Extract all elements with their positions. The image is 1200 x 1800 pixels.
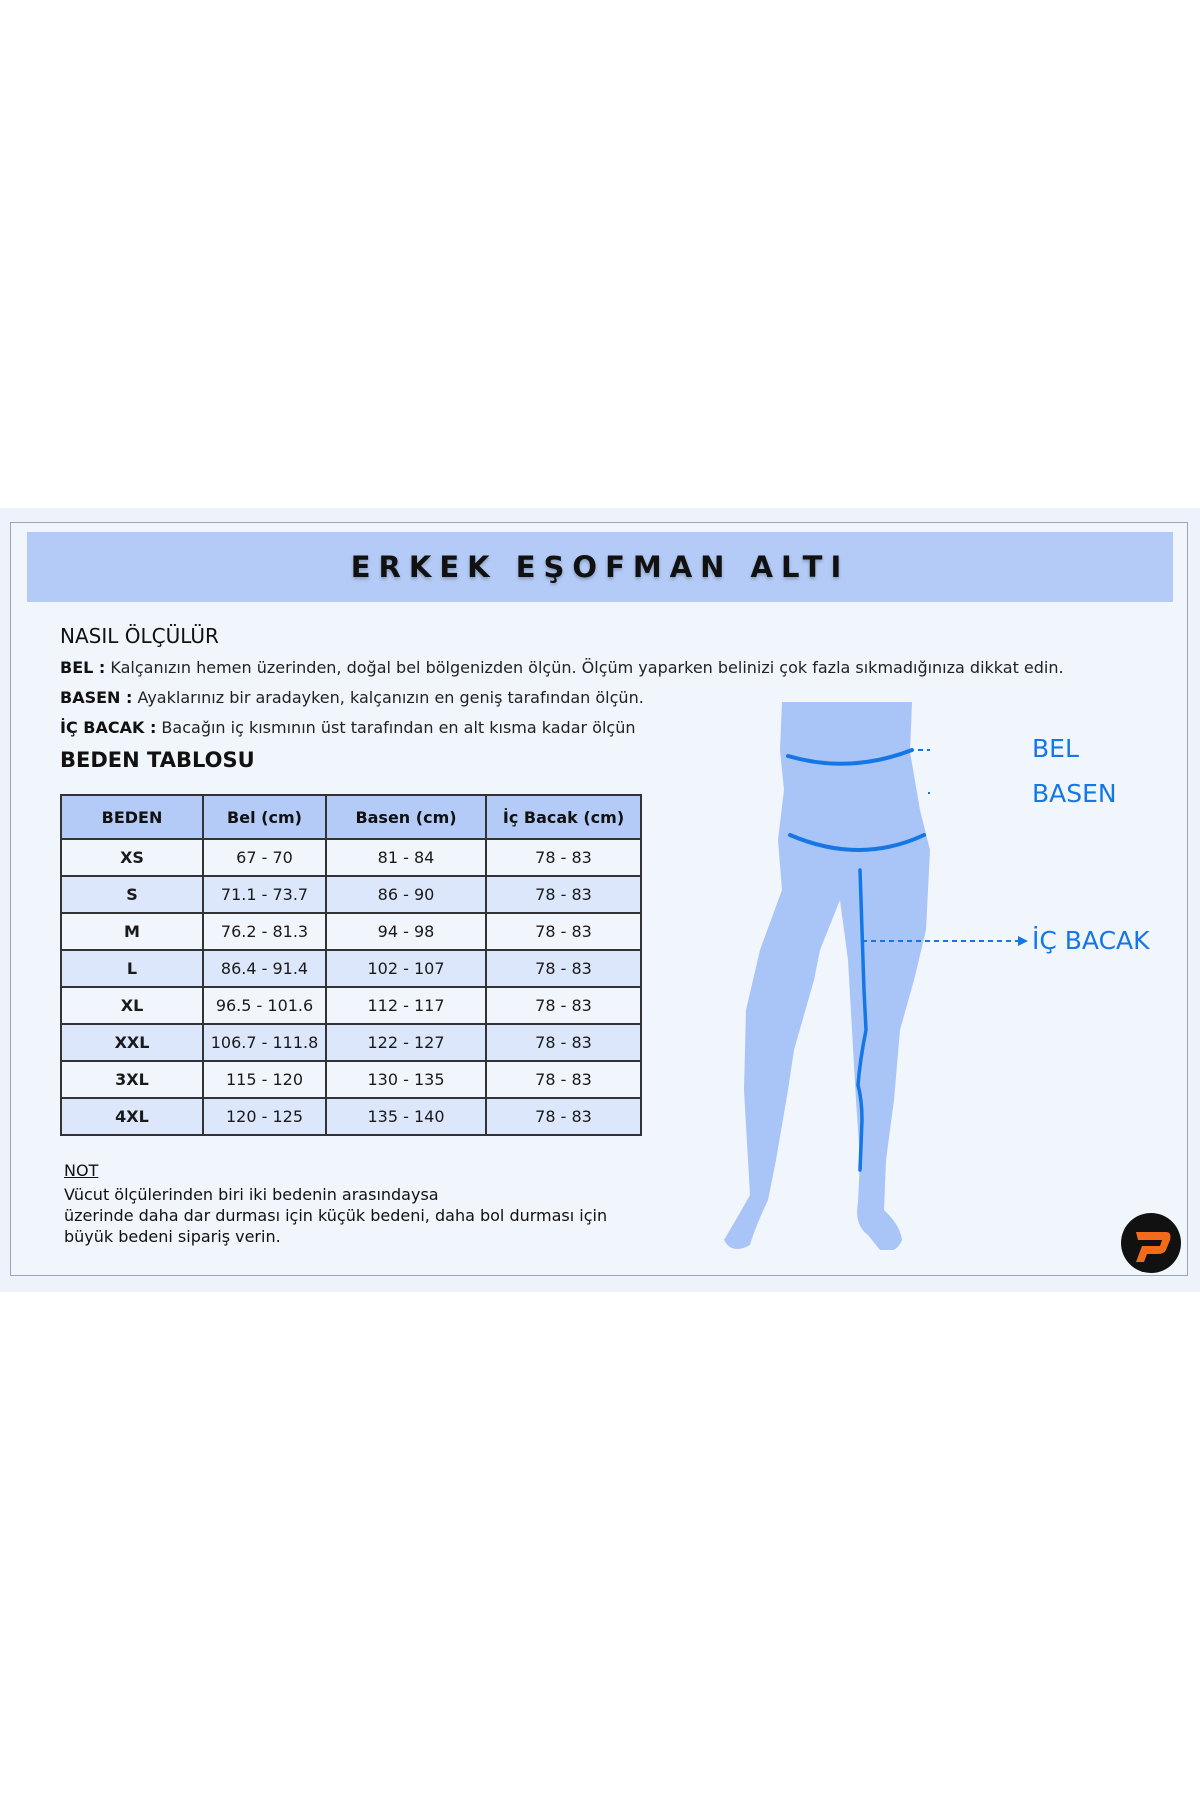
waist-text: Kalçanızın hemen üzerinden, doğal bel bölgenizden ölçün. Ölçüm yaparken belinizi çok fazla sıkmadığınıza dikkat edin. [105,658,1064,677]
table-header-row [61,795,641,839]
title-banner [27,532,1173,602]
waist-term: BEL : [60,658,106,677]
inseam-cell: 78 - 83 [486,1098,641,1135]
page-title: ERKEK EŞOFMAN ALTI [350,550,850,584]
hip-cell: 102 - 107 [326,950,486,987]
inseam-cell: 78 - 83 [486,876,641,913]
size-cell: XXL [61,1024,203,1061]
hip-cell: 122 - 127 [326,1024,486,1061]
inseam-cell: 78 - 83 [486,987,641,1024]
size-cell: 4XL [61,1098,203,1135]
hip-term: BASEN : [60,688,133,707]
hip-cell: 135 - 140 [326,1098,486,1135]
inseam-cell: 78 - 83 [486,950,641,987]
table-row [61,1061,641,1098]
note-line: üzerinde daha dar durması için küçük bedeni, daha bol durması için [64,1206,608,1225]
table-row [61,987,641,1024]
waist-cell: 120 - 125 [203,1098,326,1135]
column-header: İç Bacak (cm) [486,795,641,839]
size-cell: XL [61,987,203,1024]
inseam-cell: 78 - 83 [486,1024,641,1061]
size-cell: XS [61,839,203,876]
legs-figure [690,690,930,1250]
size-table-heading: BEDEN TABLOSU [60,748,255,772]
hip-cell: 86 - 90 [326,876,486,913]
how-to-measure-heading: NASIL ÖLÇÜLÜR [60,624,219,648]
inseam-pointer [860,935,1030,947]
size-cell: L [61,950,203,987]
waist-cell: 96.5 - 101.6 [203,987,326,1024]
inseam-term: İÇ BACAK : [60,718,157,737]
table-row [61,913,641,950]
waist-label: BEL [1032,734,1079,763]
waist-cell: 106.7 - 111.8 [203,1024,326,1061]
waist-cell: 67 - 70 [203,839,326,876]
waist-definition [60,658,1064,677]
body-silhouette [724,702,930,1250]
hip-cell: 112 - 117 [326,987,486,1024]
size-cell: M [61,913,203,950]
note-text [64,1184,664,1247]
column-header: Bel (cm) [203,795,326,839]
table-row [61,839,641,876]
size-table [60,794,642,1136]
waist-cell: 76.2 - 81.3 [203,913,326,950]
inseam-arrow-icon [1018,936,1028,946]
hip-definition [60,688,644,707]
column-header: Basen (cm) [326,795,486,839]
size-cell: 3XL [61,1061,203,1098]
waist-cell: 115 - 120 [203,1061,326,1098]
waist-cell: 86.4 - 91.4 [203,950,326,987]
note-label: NOT [64,1161,99,1180]
hip-cell: 94 - 98 [326,913,486,950]
table-row [61,876,641,913]
inseam-cell: 78 - 83 [486,1061,641,1098]
table-row [61,950,641,987]
size-cell: S [61,876,203,913]
waist-cell: 71.1 - 73.7 [203,876,326,913]
hip-cell: 81 - 84 [326,839,486,876]
table-row [61,1024,641,1061]
column-header: BEDEN [61,795,203,839]
hip-label: BASEN [1032,779,1117,808]
note-line: büyük bedeni sipariş verin. [64,1227,281,1246]
inseam-cell: 78 - 83 [486,839,641,876]
hip-cell: 130 - 135 [326,1061,486,1098]
note-line: Vücut ölçülerinden biri iki bedenin arasındaysa [64,1185,439,1204]
inseam-definition [60,718,636,737]
hip-text: Ayaklarınız bir aradayken, kalçanızın en geniş tarafından ölçün. [132,688,644,707]
inseam-text: Bacağın iç kısmının üst tarafından en alt kısma kadar ölçün [156,718,636,737]
brand-logo-icon [1120,1212,1182,1274]
inseam-cell: 78 - 83 [486,913,641,950]
inseam-label: İÇ BACAK [1032,926,1150,955]
table-row [61,1098,641,1135]
